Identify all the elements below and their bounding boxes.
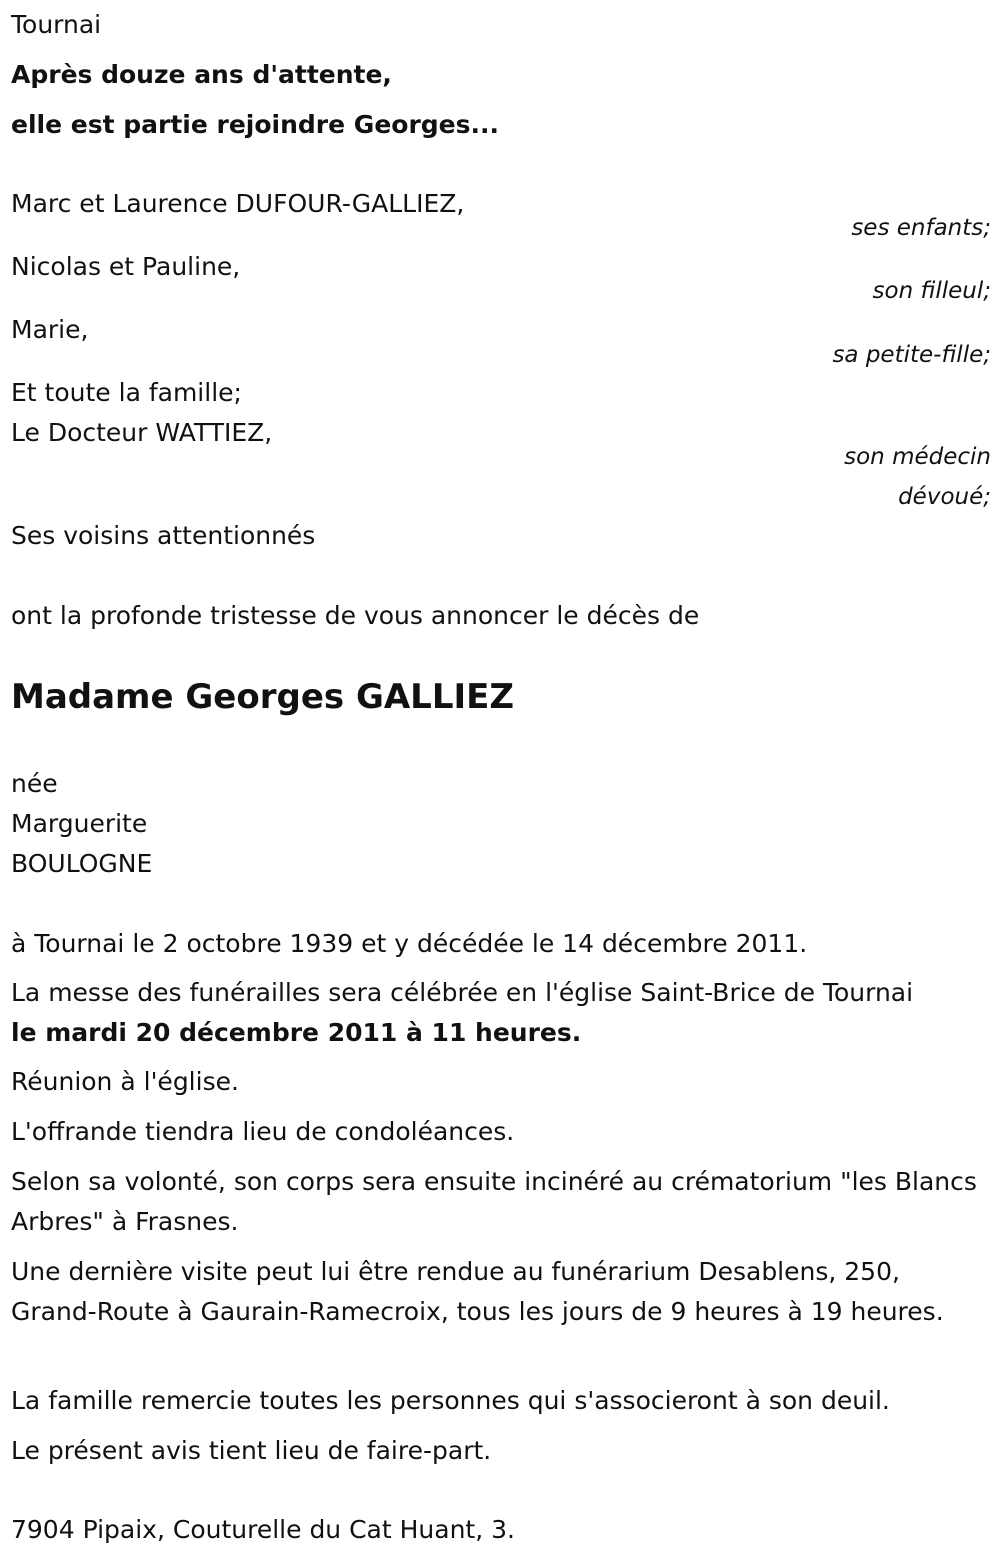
- deceased-first-name: Marguerite: [11, 809, 148, 838]
- intro-line-1: Après douze ans d'attente,: [11, 60, 392, 89]
- family-member-name: Marc et Laurence DUFOUR-GALLIEZ,: [11, 189, 465, 218]
- family-member-name: Nicolas et Pauline,: [11, 252, 241, 281]
- visit-text: Une dernière visite peut lui être rendue au funérarium Desablens, 250, Grand-Route à Gaurain-Ramecroix, tous les jours de 9 heures à 19 heures.: [11, 1257, 944, 1326]
- family-member-name: Ses voisins attentionnés: [11, 521, 316, 550]
- announcement-text: ont la profonde tristesse de vous annoncer le décès de: [11, 601, 700, 630]
- address-text: 7904 Pipaix, Couturelle du Cat Huant, 3.: [11, 1515, 515, 1544]
- city-heading: Tournai: [11, 10, 102, 39]
- family-member-name: Le Docteur WATTIEZ,: [11, 418, 273, 447]
- family-member-role: ses enfants;: [851, 215, 991, 241]
- family-member-name: Marie,: [11, 315, 89, 344]
- offering-text: L'offrande tiendra lieu de condoléances.: [11, 1117, 515, 1146]
- deceased-maiden-name: BOULOGNE: [11, 849, 153, 878]
- family-member-name: Et toute la famille;: [11, 378, 242, 407]
- family-member-role: son filleul;: [872, 278, 991, 304]
- reunion-text: Réunion à l'église.: [11, 1067, 239, 1096]
- thanks-text: La famille remercie toutes les personnes qui s'associeront à son deuil.: [11, 1386, 890, 1415]
- notice-text: Le présent avis tient lieu de faire-part.: [11, 1436, 492, 1465]
- family-member-role: son médecin: [844, 444, 991, 470]
- deceased-name: Madame Georges GALLIEZ: [11, 677, 515, 717]
- funeral-mass-text: La messe des funérailles sera célébrée en l'église Saint-Brice de Tournai: [11, 978, 914, 1007]
- family-member-role: dévoué;: [898, 484, 991, 510]
- nee-label: née: [11, 769, 58, 798]
- birth-death-dates: à Tournai le 2 octobre 1939 et y décédée le 14 décembre 2011.: [11, 929, 808, 958]
- cremation-text: Selon sa volonté, son corps sera ensuite incinéré au crématorium "les Blancs Arbres" à Frasnes.: [11, 1167, 977, 1236]
- intro-line-2: elle est partie rejoindre Georges...: [11, 110, 500, 139]
- funeral-date-time: le mardi 20 décembre 2011 à 11 heures.: [11, 1018, 582, 1047]
- obituary-notice: [11, 0, 991, 1566]
- family-member-role: sa petite-fille;: [832, 342, 991, 368]
